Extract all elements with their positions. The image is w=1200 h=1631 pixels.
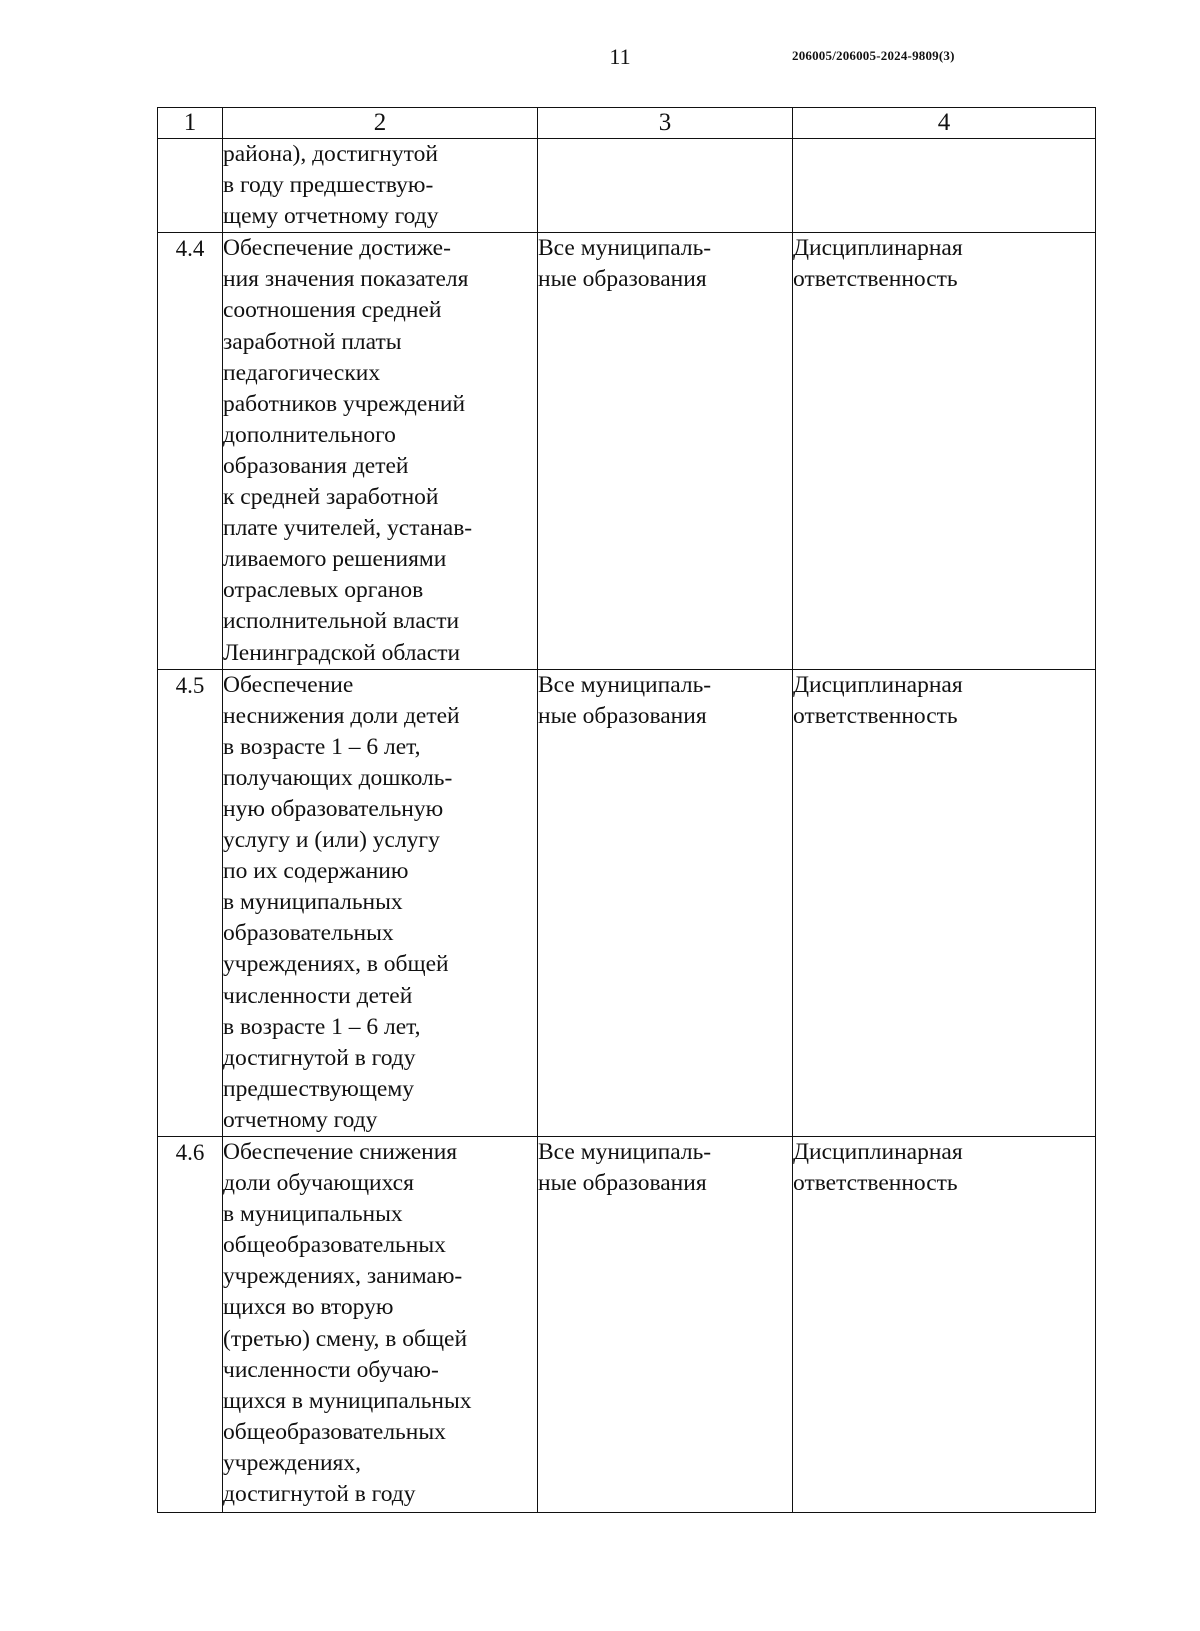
page-number: 11 [609, 44, 631, 69]
row-number [158, 139, 223, 233]
table-row [158, 233, 1096, 669]
column-header: 1 [158, 108, 223, 139]
column-header: 3 [538, 108, 793, 139]
responsibility-cell: Дисциплинарная ответственность [793, 669, 1096, 1136]
row-number: 4.4 [158, 233, 223, 669]
row-number: 4.5 [158, 669, 223, 1136]
document-id: 206005/206005-2024-9809(3) [792, 48, 955, 63]
measure-description: Обеспечение достиже- ния значения показателя соотношения средней заработной платы педагогических работников учреждений дополнительного образования детей к средней заработной плате учителей, устанав- ливаемого решениями отраслевых органов исполнительной власти Ленинградской области [223, 233, 538, 669]
row-number: 4.6 [158, 1137, 223, 1513]
measure-description: Обеспечение неснижения доли детей в возрасте 1 – 6 лет, получающих дошколь- ную образовательную услугу и (или) услугу по их содержанию в муниципальных образовательных учреждениях, в общей численности детей в возрасте 1 – 6 лет, достигнутой в году предшествующему отчетному году [223, 669, 538, 1136]
scope-cell [538, 139, 793, 233]
table-row [158, 669, 1096, 1136]
scope-cell: Все муниципаль- ные образования [538, 233, 793, 669]
column-header: 2 [223, 108, 538, 139]
table-row [158, 1137, 1096, 1513]
measures-table [157, 107, 1096, 1513]
responsibility-cell [793, 139, 1096, 233]
responsibility-cell: Дисциплинарная ответственность [793, 233, 1096, 669]
table-header-row [158, 108, 1096, 139]
table-row [158, 139, 1096, 233]
measure-description: Обеспечение снижения доли обучающихся в муниципальных общеобразовательных учреждениях, занимаю- щихся во вторую (третью) смену, в общей численности обучаю- щихся в муниципальных общеобразовательных учреждениях, достигнутой в году [223, 1137, 538, 1513]
column-header: 4 [793, 108, 1096, 139]
responsibility-cell: Дисциплинарная ответственность [793, 1137, 1096, 1513]
scope-cell: Все муниципаль- ные образования [538, 669, 793, 1136]
scope-cell: Все муниципаль- ные образования [538, 1137, 793, 1513]
measure-description: района), достигнутой в году предшествую- щему отчетному году [223, 139, 538, 233]
